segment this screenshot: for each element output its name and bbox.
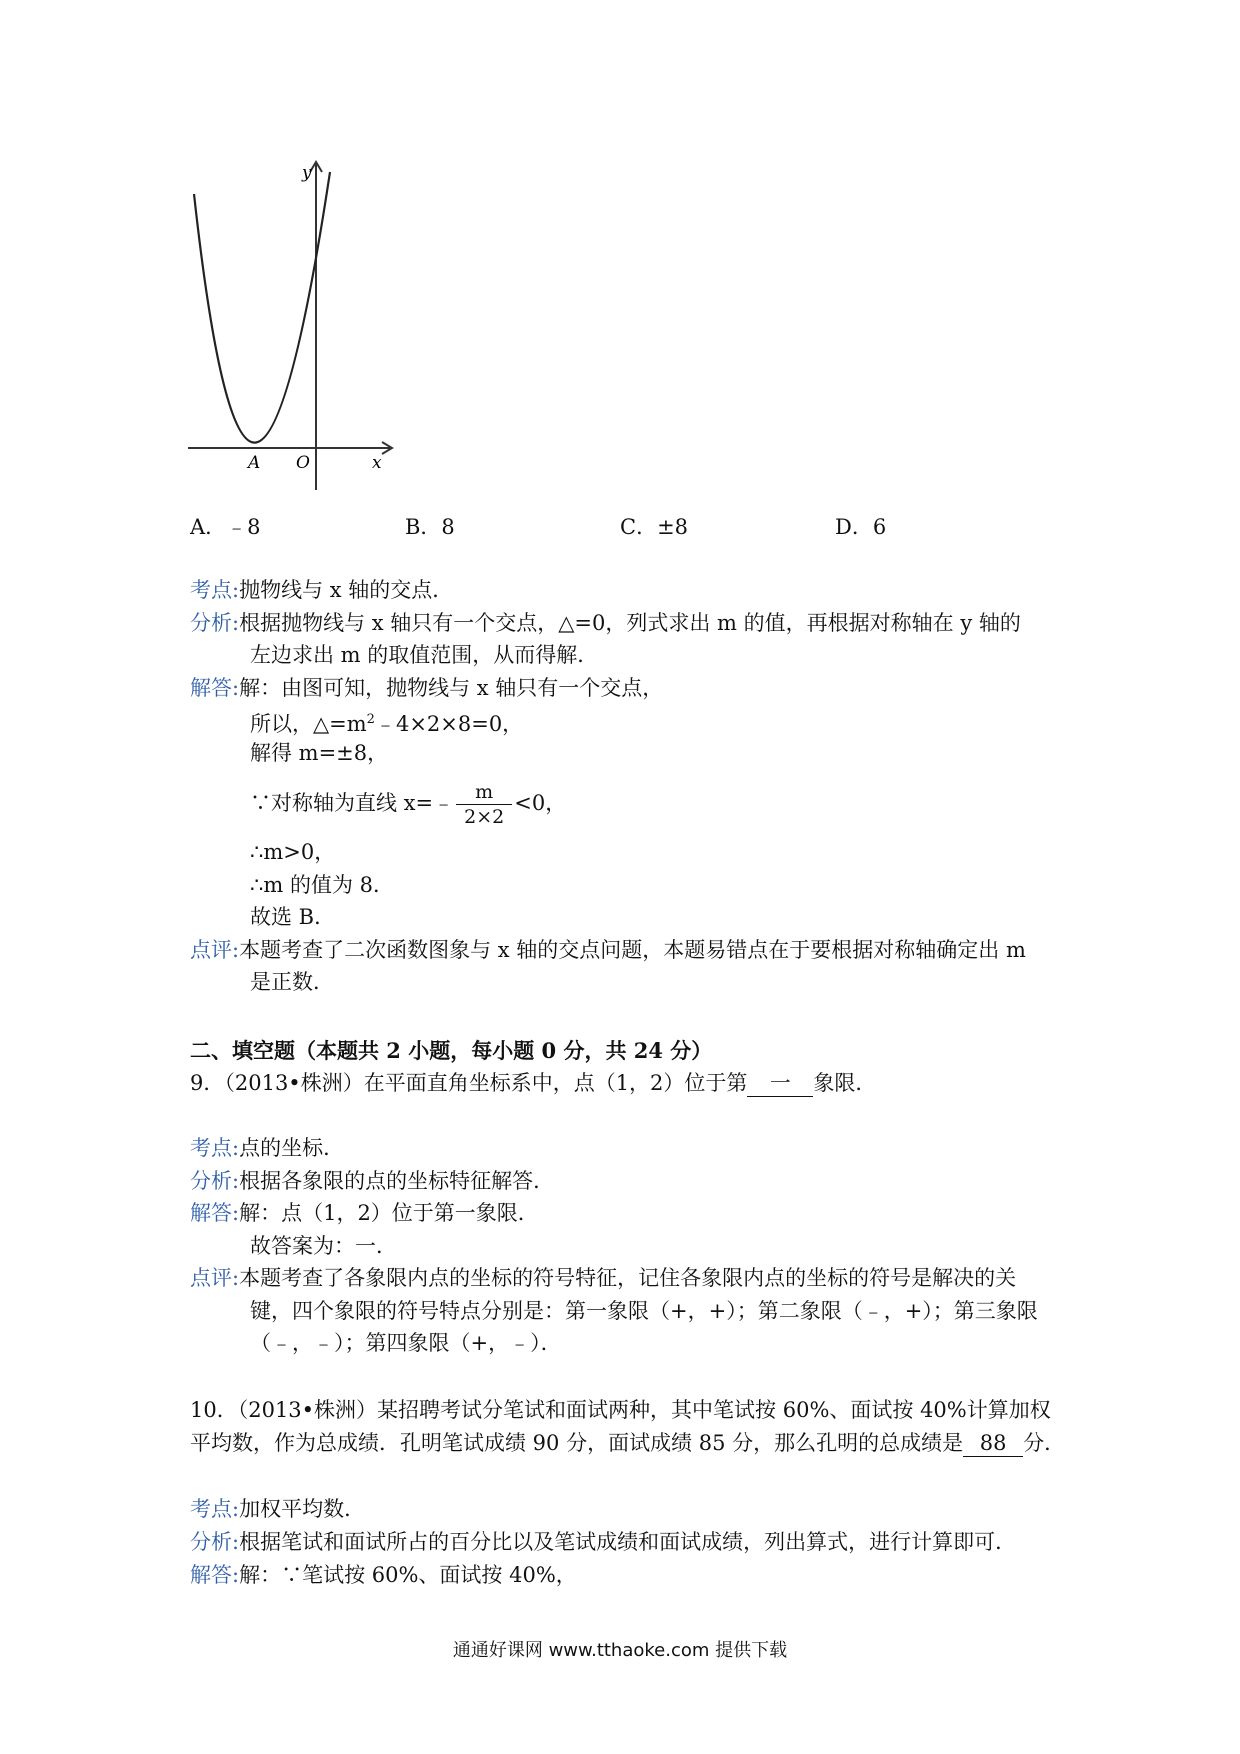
q8-jieda-line-5: ∴m>0， xyxy=(250,840,336,864)
axis-of-symmetry-text: ∵对称轴为直线 x=﹣ xyxy=(250,791,455,815)
q8-jieda-line-3: 解得 m=±8， xyxy=(250,741,389,765)
q8-kaodian xyxy=(190,577,453,603)
jieda-label: 解答: xyxy=(190,1563,240,1587)
q9-kaodian xyxy=(190,1135,344,1161)
dianping-text: 本题考查了二次函数图象与 x 轴的交点问题，本题易错点在于要根据对称轴确定出 m xyxy=(239,938,1026,962)
q8-dianping-cont: 是正数． xyxy=(250,970,334,994)
dianping-text: 本题考查了各象限内点的坐标的符号特征，记住各象限内点的坐标的符号是解决的关 xyxy=(239,1266,1017,1290)
q9-fenxi xyxy=(190,1168,554,1194)
q10-stem-1: 10．（2013•株洲）某招聘考试分笔试和面试两种，其中笔试按 60%、面试按 40%计算加权 xyxy=(190,1398,1051,1422)
q8-jieda xyxy=(190,675,663,701)
kaodian-label: 考点: xyxy=(190,1497,240,1521)
parabola-curve xyxy=(194,172,330,443)
option-b: B．8 xyxy=(405,515,455,539)
option-d: D．6 xyxy=(835,515,887,539)
q9-jieda-line-2: 故答案为：一． xyxy=(250,1234,397,1258)
jieda-label: 解答: xyxy=(190,1201,240,1225)
q10-fenxi xyxy=(190,1529,1016,1555)
page-footer: 通通好课网 www.tthaoke.com 提供下载 xyxy=(452,1640,788,1661)
jieda-label: 解答: xyxy=(190,676,240,700)
fenxi-text: 根据各象限的点的坐标特征解答． xyxy=(239,1169,555,1193)
jieda-text: 解：点（1，2）位于第一象限． xyxy=(239,1201,539,1225)
section-heading: 二、填空题（本题共 2 小题，每小题 0 分，共 24 分） xyxy=(190,1038,713,1063)
parabola-figure xyxy=(180,158,400,498)
q10-stem-2 xyxy=(190,1430,1065,1457)
q8-jieda-line-7: 故选 B． xyxy=(250,905,336,929)
dianping-label: 点评: xyxy=(190,1266,240,1290)
kaodian-text: 加权平均数． xyxy=(239,1497,366,1521)
fraction xyxy=(456,780,512,829)
fenxi-text: 根据抛物线与 x 轴只有一个交点，△=0，列式求出 m 的值，再根据对称轴在 y 轴的 xyxy=(239,611,1021,635)
q9-stem-end: 象限． xyxy=(813,1071,877,1095)
kaodian-label: 考点: xyxy=(190,578,240,602)
fenxi-label: 分析: xyxy=(190,1169,240,1193)
q8-jieda-line-6: ∴m 的值为 8． xyxy=(250,873,394,897)
kaodian-text: 抛物线与 x 轴的交点． xyxy=(239,578,454,602)
jieda-text: 解：∵笔试按 60%、面试按 40%， xyxy=(239,1563,577,1587)
option-c: C．±8 xyxy=(620,515,689,539)
q10-kaodian xyxy=(190,1496,365,1522)
fenxi-text: 根据笔试和面试所占的百分比以及笔试成绩和面试成绩，列出算式，进行计算即可． xyxy=(239,1530,1017,1554)
q8-jieda-line-2 xyxy=(250,707,523,737)
x-axis-label: x xyxy=(372,453,382,473)
q8-jieda-line-4 xyxy=(250,777,566,829)
fenxi-label: 分析: xyxy=(190,1530,240,1554)
y-axis-label: y xyxy=(302,163,312,183)
delta-expression-rest: ﹣4×2×8=0， xyxy=(374,712,524,736)
q9-dianping xyxy=(190,1265,1016,1291)
q9-jieda xyxy=(190,1200,539,1226)
q10-stem-text: 平均数，作为总成绩．孔明笔试成绩 90 分，面试成绩 85 分，那么孔明的总成绩是 xyxy=(190,1431,964,1455)
delta-expression: 所以，△=m xyxy=(250,712,367,736)
q10-stem-end: 分． xyxy=(1023,1431,1066,1455)
point-a-label: A xyxy=(248,453,261,473)
fraction-numerator: m xyxy=(456,780,512,805)
q8-fenxi xyxy=(190,610,1021,636)
q8-dianping xyxy=(190,937,1026,963)
fraction-denominator: 2×2 xyxy=(464,806,505,828)
q9-dianping-cont-1: 键，四个象限的符号特点分别是：第一象限（+，+）；第二象限（﹣，+）；第三象限 xyxy=(250,1299,1038,1323)
q9-answer-blank: 一 xyxy=(747,1070,813,1097)
origin-label: O xyxy=(296,453,310,473)
fenxi-label: 分析: xyxy=(190,611,240,635)
dianping-label: 点评: xyxy=(190,938,240,962)
option-a: A．﹣8 xyxy=(190,515,261,539)
q9-stem xyxy=(190,1070,876,1097)
kaodian-text: 点的坐标． xyxy=(239,1136,345,1160)
jieda-text: 解：由图可知，抛物线与 x 轴只有一个交点， xyxy=(239,676,664,700)
kaodian-label: 考点: xyxy=(190,1136,240,1160)
q9-dianping-cont-2: （﹣，﹣）；第四象限（+，﹣）． xyxy=(250,1331,562,1355)
inequality-text: <0， xyxy=(514,791,567,815)
exponent: 2 xyxy=(366,712,375,727)
q8-fenxi-cont: 左边求出 m 的取值范围，从而得解． xyxy=(250,643,599,667)
q10-jieda xyxy=(190,1562,577,1588)
q9-stem-text: 9．（2013•株洲）在平面直角坐标系中，点（1，2）位于第 xyxy=(190,1071,748,1095)
q10-answer-blank: 88 xyxy=(963,1430,1023,1457)
